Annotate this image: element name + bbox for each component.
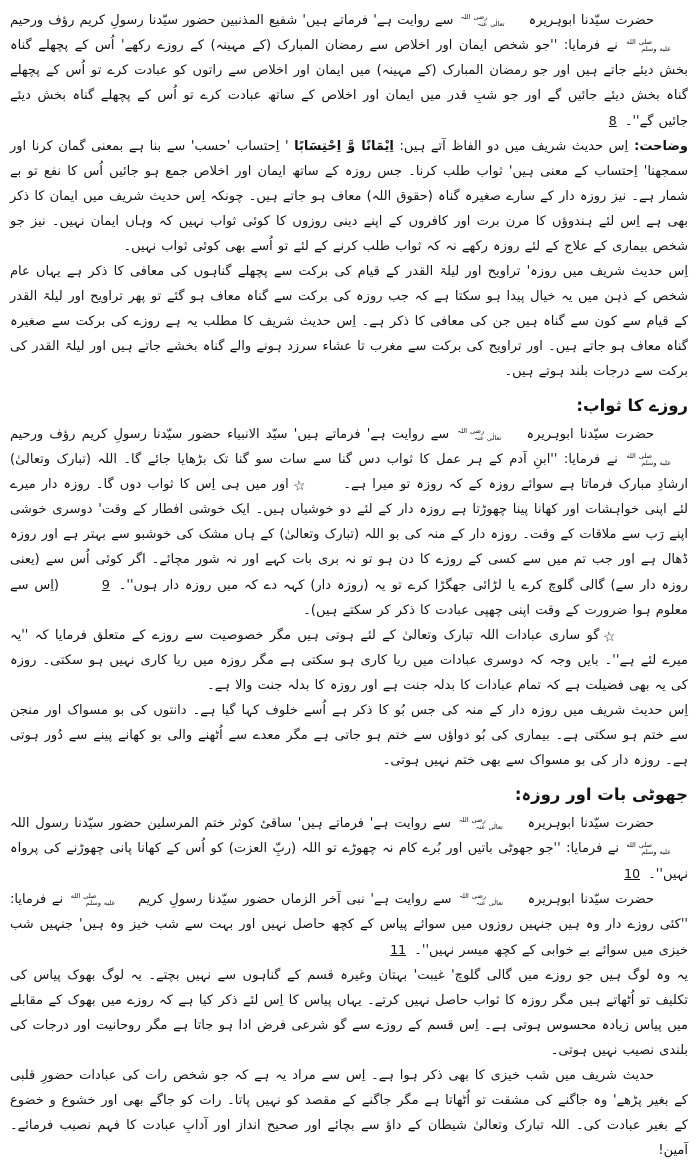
bold-text-run: اِیْمَانًا وَّ اِحْتِسَابًا (294, 139, 394, 154)
text-run: نے فرمایا: ''ابنِ آدم کے ہر عمل کا ثواب دس گنا سے سات سو گنا تک بڑھایا جائے گا۔ اللہ (تبارک وتعالیٰ) ارشادِ مبارک فرماتا ہے سوائے روزہ کے کہ روزہ تو میرا ہے۔ (10, 452, 688, 492)
night-vigil-explanation-paragraph (10, 1063, 688, 1163)
hadith-paragraph-9 (10, 422, 688, 623)
hadith-number: 8 (608, 113, 617, 128)
sallallahu-alaihi-wasallam-mark: صلى الله عليه وسلم (626, 840, 672, 856)
radiallahu-anhu-mark: رضی اللہ تعالٰی عنہ (458, 815, 503, 831)
hadith-number: 9 (101, 577, 110, 592)
thirst-explanation-paragraph (10, 963, 688, 1063)
text-run: نے فرمایا: ''کئی روزے دار وہ ہیں جنہیں روزوں میں سوائے پیاس کے کچھ حاصل نہیں اور بہت سے شب خیز وہ ہیں' جنہیں شب خیزی میں سوائے بے خوابی کے کچھ میسر نہیں''۔ (10, 892, 688, 958)
radiallahu-anhu-mark: رضی اللہ تعالٰی عنہ (459, 891, 504, 907)
star-icon: ☆ (602, 628, 618, 647)
khuloof-explanation-paragraph (10, 698, 688, 773)
text-run: سے روایت ہے' نبی آخر الزماں حضور سیّدنا رسولِ کریم (132, 892, 458, 907)
text-run: اور میں ہی اِس کا ثواب دوں گا۔ روزہ دار میرے لئے اپنی خواہشات اور کھانا پینا چھوڑتا ہے روزہ دار کے لئے دو خوشیاں ہیں۔ ایک خوشی افطار کے وقت' دوسری خوشی اپنے رَب سے ملاقات کے وقت۔ روزہ دار کے منہ کی بو اللہ (تبارک وتعالیٰ) کے ہاں مشک کی خوشبو سے بہتر ہے اور روزہ ڈھال ہے اور جب تم میں سے کسی کے روزے کا دن ہو تو نہ بری بات کہے اور نہ شور مچائے۔ اگر کوئی اُس سے (یعنی روزہ دار سے) گالی گلوچ کرے یا لڑائی جھگڑا کرے تو یہ (روزہ دار) کہہ دے کہ میں روزہ دار ہوں''۔ (10, 477, 688, 593)
text-run: حضرت سیّدنا ابوہریرہ (523, 13, 654, 28)
section-heading-jhooti-baat-aur-roza (10, 783, 688, 807)
text-run: نے فرمایا: ''جو جھوٹی باتیں اور بُرے کام نہ چھوڑے تو اللہ (ربِّ العزت) کو اُس کے کھانا پانی چھوڑنے کی پرواہ نہیں''۔ (10, 841, 688, 882)
hadith-paragraph-11 (10, 887, 688, 963)
section-heading-roze-ka-sawab (10, 394, 688, 418)
taraweeh-explanation-paragraph (10, 259, 688, 384)
text-run: حدیث شریف میں شب خیزی کا بھی ذکر ہوا ہے۔ اِس سے مراد یہ ہے کہ جو شخص رات کی عبادات حضورِ قلبی کے بغیر پڑھے' وہ جاگنے کی مشقت تو اُٹھاتا ہے مگر جاگنے کے مقصد کو نہیں پاتا۔ رات کو جاگے بھی اور خشوع و خضوع کے بغیر عبادت کی۔ اللہ تبارک وتعالیٰ شیطان کے داؤ سے بچائے اور صحیح انداز اور آدابِ عبادت کا فہم نصیب فرمائے۔ آمین! (10, 1068, 688, 1158)
text-run: جھوٹی بات اور روزہ: (514, 785, 688, 804)
sallallahu-alaihi-wasallam-mark: صلى الله عليه وسلم (70, 891, 116, 907)
star-note-paragraph (10, 623, 688, 698)
text-run: یہ وہ لوگ ہیں جو روزے میں گالی گلوچ' غیبت' بہتان وغیرہ قسم کے گناہوں سے نہیں بچتے۔ یہ لوگ بھوک پیاس کی تکلیف تو اُٹھاتے ہیں مگر روزہ کا ثواب حاصل نہیں کرتے۔ یہاں پیاس کا اِس لئے ذکر کیا ہے کہ روزے میں بھوک کے مقابلے میں پیاس زیادہ محسوس ہوتی ہے۔ اِس قسم کے روزے سے گو شرعی فرض ادا ہو جاتا ہے مگر روحانیت اور درجات کی بلندی نصیب نہیں ہوتی۔ (10, 968, 688, 1058)
hadith-number: 11 (390, 942, 407, 957)
explanation-paragraph (10, 134, 688, 259)
text-run: اِس حدیث شریف میں روزہ دار کے منہ کی جس بُو کا ذکر ہے اُسے خلوف کہا گیا ہے۔ دانتوں کی بو مسواک اور منجن سے ختم ہو سکتی ہے۔ بیماری کی بُو دواؤں سے ختم ہو جاتی ہے مگر معدے سے اُٹھنے والی بو کھانے پینے سے دُور ہوتی ہے۔ روزہ دار کی بو مسواک سے بھی ختم نہیں ہوتی۔ (10, 703, 688, 768)
text-run: سے روایت ہے' فرماتے ہیں' سیّد الانبیاء حضور سیّدنا رسولِ کریم رؤف ورحیم (10, 427, 456, 442)
text-run: سے روایت ہے' فرماتے ہیں' ساقیٔ کوثر ختم المرسلین حضور سیّدنا رسول اللہ (10, 816, 457, 831)
text-run: حضرت سیّدنا ابوہریرہ (520, 427, 654, 442)
radiallahu-anhu-mark: رضی اللہ تعالٰی عنہ (460, 12, 505, 28)
text-run: ' اِحتساب 'حسب' سے بنا ہے بمعنی گمان کرنا اور سمجھنا' اِحتساب کے معنی ہیں' ثواب طلب کرنا۔ جس روزہ کے ساتھ ایمان اور اخلاص جمع ہو جائیں اُس کا نفع تو بے شمار ہے۔ نیز روزہ دار کے سارے صغیرہ گناہ (حقوق اللہ) معاف ہو جاتے ہیں۔ چونکہ اِس حدیث شریف میں ایمان کا ذکر بھی ہے اِس لئے ہندوؤں کا مرن برت اور کافروں کے اپنے دینی روزوں کا کوئی ثواب نہیں کہ وہاں ایمان نہیں۔ نیز جو شخص بیماری کے علاج کے لئے روزہ رکھے نہ کہ ثواب طلب کرنے کے لئے تو اُسے بھی کوئی ثواب نہیں۔ (10, 139, 688, 254)
text-run: نے فرمایا: ''جو شخص ایمان اور اخلاص سے رمضان المبارک (کے مہینہ) کے روزے رکھے' اُس کے پچھلے گناہ بخش دیئے جاتے ہیں اور جو رمضان المبارک (کے مہینہ) میں ایمان اور اخلاص سے راتوں کو عبادت کرے تو اُس کے پچھلے گناہ بخش دیئے جائیں گے اور جو شبِ قدر میں ایمان اور اخلاص کے ساتھ عبادت کرے تو اُس کے پچھلے گناہ بخش دیئے جائیں گے''۔ (10, 38, 688, 129)
hadith-paragraph-8 (10, 8, 688, 134)
star-icon: ☆ (291, 477, 307, 496)
hadith-paragraph-10 (10, 811, 688, 887)
document-body (10, 8, 688, 1163)
text-run: (اِس سے معلوم ہوا ضرورت کے وقت اپنی چھپی عبادت کا ذکر کر سکتے ہیں)۔ (10, 578, 688, 618)
text-run: اِس حدیث شریف میں روزہ' تراویح اور لیلۃ القدر کے قیام کی برکت سے پچھلے گناہوں کی معافی کا ذکر ہے یہاں عام شخص کے ذہن میں یہ خیال پیدا ہو سکتا ہے کہ جب روزہ کی برکت سے گناہ معاف ہو گئے تو پھر تراویح اور لیلۃ القدر کے قیام سے کون سے گناہ ہیں جن کی معافی کا ذکر ہے۔ اِس حدیث شریف کا مطلب یہ ہے روزے کی برکت سے صغیرہ گناہ معاف ہو جاتے ہیں۔ اور تراویح کی برکت سے مغرب تا عشاء سرزد ہونے والے گناہ بخشے جاتے ہیں اور لیلۃ القدر کی برکت سے درجات بلند ہوتے ہیں۔ (10, 264, 688, 379)
hadith-number: 10 (624, 866, 641, 881)
radiallahu-anhu-mark: رضی اللہ تعالٰی عنہ (457, 426, 502, 442)
text-run: اِس حدیث شریف میں دو الفاظ آتے ہیں: (393, 139, 629, 154)
text-run: گو ساری عبادات اللہ تبارک وتعالیٰ کے لئے ہوتی ہیں مگر خصوصیت سے روزے کے متعلق فرمایا کہ ''یہ میرے لئے ہے''۔ بایں وجہ کہ دوسری عبادات میں ریا کاری ہو سکتی ہے مگر روزہ میں ریا کاری نہیں ہو سکتی۔ روزہ کی یہ بھی فضیلت ہے کہ تمام عبادات کا بدلہ جنت ہے اور روزہ کا بدلہ جنت والا ہے۔ (10, 628, 688, 693)
text-run: حضرت سیّدنا ابوہریرہ (522, 892, 654, 907)
sallallahu-alaihi-wasallam-mark: صلى الله عليه وسلم (626, 37, 672, 53)
sallallahu-alaihi-wasallam-mark: صلى الله عليه وسلم (626, 451, 672, 467)
text-run: حضرت سیّدنا ابوہریرہ (521, 816, 654, 831)
bold-text-run: وضاحت: (628, 139, 688, 154)
text-run: روزے کا ثواب: (576, 396, 688, 415)
text-run: سے روایت ہے' فرماتے ہیں' شفیع المذنبین حضور سیّدنا رسولِ کریم رؤف ورحیم (10, 13, 459, 28)
